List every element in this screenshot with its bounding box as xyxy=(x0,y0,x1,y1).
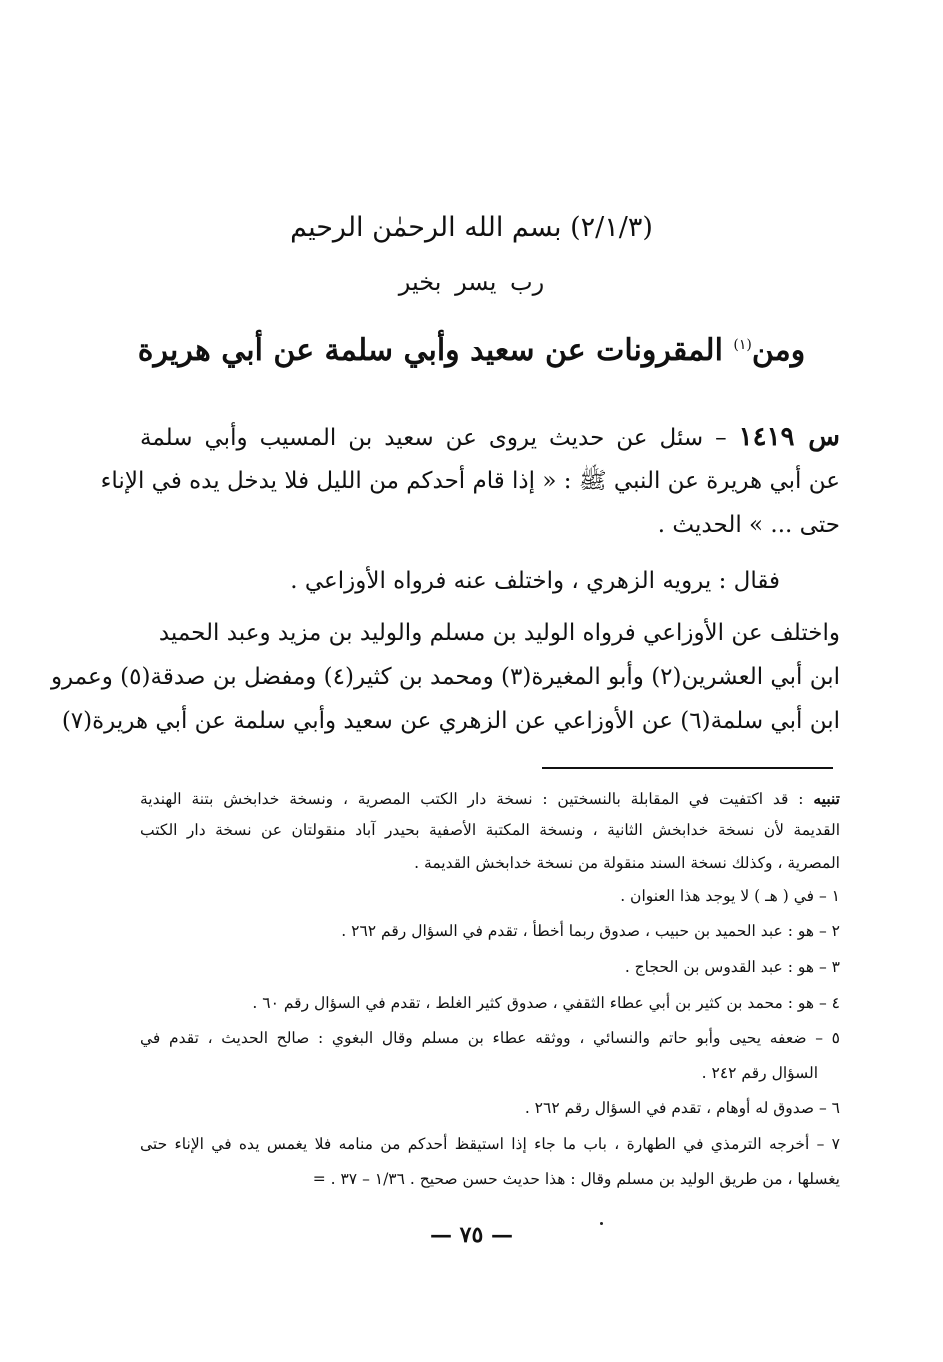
answer-line-3: ابن أبي العشرين(٢) وأبو المغيرة(٣) ومحمد بن كثير(٤) ومفضل بن صدقة(٥) وعمرو xyxy=(50,664,840,690)
basmala-heading: (٢/١/٣) بسم الله الرحمٰن الرحيم xyxy=(290,212,653,243)
invocation-line: رب يسر بخير xyxy=(398,268,545,296)
footnote-notice-text: : قد اكتفيت في المقابلة بالنسختين : نسخة دار الكتب المصرية ، ونسخة خدابخش بتنة الهندية xyxy=(140,790,814,808)
chapter-title-prefix: ومن xyxy=(751,333,806,368)
footnote-2: ٢ – هو : عبد الحميد بن حبيب ، صدوق ربما أخطأ ، تقدم في السؤال رقم ٢٦٢ . xyxy=(341,922,840,940)
footnote-5-line-2: السؤال رقم ٢٤٢ . xyxy=(701,1064,818,1082)
footnote-7-line-2: يغسلها ، من طريق الوليد بن مسلم وقال : هذا حديث حسن صحيح . ١/٣٦ – ٣٧ . = xyxy=(312,1170,840,1188)
question-line-1 xyxy=(140,418,840,457)
footnote-notice-line-3: المصرية ، وكذلك نسخة السند منقولة من نسخة خدابخش القديمة . xyxy=(414,854,840,872)
answer-line-4: ابن أبي سلمة(٦) عن الأوزاعي عن الزهري عن سعيد وأبي سلمة عن أبي هريرة(٧) xyxy=(61,708,840,734)
chapter-title-footnote-ref: (١) xyxy=(733,337,752,353)
footnote-7-line-1: ٧ – أخرجه الترمذي في الطهارة ، باب ما جاء إذا استيقظ أحدكم من منامه فلا يغمس يده في الإناء حتى xyxy=(140,1135,840,1153)
question-number: س ١٤١٩ xyxy=(738,422,840,452)
chapter-title-rest: المقرونات عن سعيد وأبي سلمة عن أبي هريرة xyxy=(137,333,734,368)
chapter-title xyxy=(0,322,943,374)
footnote-notice-label: تنبيه xyxy=(813,789,840,808)
footnote-5-line-1: ٥ – ضعفه يحيى وأبو حاتم والنسائي ، ووثقه عطاء بن مسلم وقال البغوي : صالح الحديث ، تقدم في xyxy=(140,1029,840,1047)
footnote-notice-line-2: القديمة لأن نسخة خدابخش الثانية ، ونسخة المكتبة الأصفية بحيدر آباد منقولتان عن نسخة دار الكتب xyxy=(140,821,840,839)
footnote-1: ١ – في ( هـ ) لا يوجد هذا العنوان . xyxy=(620,887,840,905)
answer-line-1: فقال : يرويه الزهري ، واختلف عنه فرواه الأوزاعي . xyxy=(290,568,780,594)
footnote-notice-line-1 xyxy=(140,783,840,815)
question-line-2: عن أبي هريرة عن النبي ﷺ : « إذا قام أحدكم من الليل فلا يدخل يده في الإناء xyxy=(100,468,840,494)
question-line-3: حتى ... » الحديث . xyxy=(657,512,840,538)
answer-line-2: واختلف عن الأوزاعي فرواه الوليد بن مسلم والوليد بن مزيد وعبد الحميد xyxy=(158,620,840,646)
question-line-1-text: – سئل عن حديث يروى عن سعيد بن المسيب وأبي سلمة xyxy=(140,425,739,451)
footnote-divider xyxy=(542,767,833,769)
footnote-4: ٤ – هو : محمد بن كثير بن أبي عطاء الثقفي ، صدوق كثير الغلط ، تقدم في السؤال رقم ٦٠ . xyxy=(252,994,840,1012)
footnote-6: ٦ – صدوق له أوهام ، تقدم في السؤال رقم ٢٦٢ . xyxy=(524,1099,840,1117)
page-number: — ٧٥ — xyxy=(430,1222,513,1248)
footnote-3: ٣ – هو : عبد القدوس بن الحجاج . xyxy=(624,958,840,976)
